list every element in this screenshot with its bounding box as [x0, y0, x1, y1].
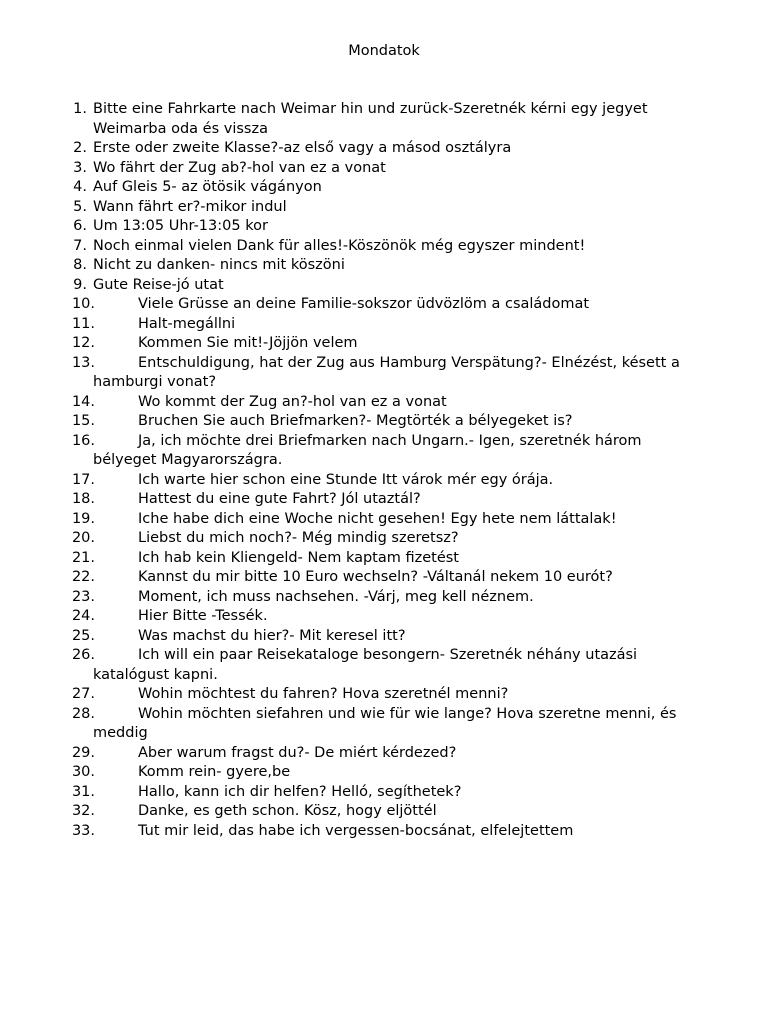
item-text: Aber warum fragst du?- De miért kérdezed?: [138, 744, 457, 761]
item-number: 29.: [71, 744, 95, 761]
list-item: [0, 802, 768, 822]
sentence-list: [0, 100, 768, 841]
item-text: Moment, ich muss nachsehen. -Várj, meg kell néznem.: [138, 588, 534, 605]
list-item: [0, 568, 768, 588]
item-number: 6.: [73, 218, 87, 234]
item-text: Entschuldigung, hat der Zug aus Hamburg Verspätung?- Elnézést, késett a: [138, 354, 680, 371]
item-number: 19.: [71, 510, 95, 527]
item-text: Wo fährt der Zug ab?-hol van ez a vonat: [93, 159, 386, 176]
item-text: Auf Gleis 5- az ötösik vágányon: [93, 179, 322, 195]
list-item: [0, 139, 768, 159]
item-text: Kommen Sie mit!-Jöjjön velem: [138, 335, 358, 351]
item-number: 31.: [71, 783, 95, 800]
list-item: [0, 295, 768, 315]
item-text: Viele Grüsse an deine Familie-sokszor üdvözlöm a családomat: [138, 296, 590, 312]
list-item: [0, 256, 768, 276]
item-number: 1.: [73, 101, 87, 117]
item-text: Um 13:05 Uhr-13:05 kor: [93, 218, 268, 234]
item-text: Noch einmal vielen Dank für alles!-Köszönök még egyszer mindent!: [93, 237, 586, 254]
item-number: 25.: [71, 627, 95, 644]
list-item: [0, 334, 768, 354]
item-text: Was machst du hier?- Mit keresel itt?: [138, 627, 406, 644]
list-item: [0, 783, 768, 803]
item-number: 14.: [71, 393, 95, 410]
item-text: Tut mir leid, das habe ich vergessen-bocsánat, elfelejtettem: [138, 822, 574, 839]
item-number: 13.: [71, 354, 95, 371]
item-text: Ja, ich möchte drei Briefmarken nach Ungarn.- Igen, szeretnék három: [138, 432, 642, 449]
item-text-continuation: bélyeget Magyarországra.: [93, 452, 283, 468]
item-number: 22.: [71, 569, 95, 585]
list-item: [0, 412, 768, 432]
list-item: [0, 354, 768, 393]
list-item: [0, 646, 768, 685]
item-text: Halt-megállni: [138, 315, 236, 332]
item-number: 5.: [73, 198, 87, 215]
list-item: [0, 529, 768, 549]
item-text: Ich warte hier schon eine Stunde Itt várok mér egy órája.: [138, 471, 554, 488]
item-text-continuation: meddig: [93, 725, 148, 741]
item-text: Iche habe dich eine Woche nicht gesehen! Egy hete nem láttalak!: [138, 510, 617, 527]
list-item: [0, 432, 768, 471]
item-text: Bruchen Sie auch Briefmarken?- Megtörték a bélyegeket is?: [138, 413, 573, 429]
item-number: 32.: [71, 803, 95, 819]
item-text: Wann fährt er?-mikor indul: [93, 198, 287, 215]
list-item: [0, 685, 768, 705]
item-number: 16.: [71, 432, 95, 449]
item-text: Kannst du mir bitte 10 Euro wechseln? -Váltanál nekem 10 eurót?: [138, 569, 613, 585]
list-item: [0, 607, 768, 627]
item-text: Liebst du mich noch?- Még mindig szeretsz?: [138, 530, 459, 546]
item-number: 7.: [73, 237, 87, 254]
item-number: 28.: [71, 705, 95, 722]
item-number: 2.: [73, 140, 87, 156]
item-text-continuation: hamburgi vonat?: [93, 374, 217, 390]
item-number: 20.: [71, 530, 95, 546]
item-number: 18.: [71, 491, 95, 507]
item-number: 24.: [71, 608, 95, 624]
item-text-continuation: katalógust kapni.: [93, 666, 218, 683]
item-text: Ich hab kein Kliengeld- Nem kaptam fizetést: [138, 549, 459, 566]
list-item: [0, 627, 768, 647]
list-item: [0, 471, 768, 491]
item-text: Ich will ein paar Reisekataloge besongern- Szeretnék néhány utazási: [138, 647, 638, 663]
list-item: [0, 393, 768, 413]
item-number: 33.: [71, 822, 95, 839]
list-item: [0, 588, 768, 608]
item-text: Erste oder zweite Klasse?-az első vagy a másod osztályra: [93, 140, 512, 156]
item-text-continuation: Weimarba oda és vissza: [93, 120, 268, 137]
list-item: [0, 237, 768, 257]
item-text: Komm rein- gyere,be: [138, 764, 291, 780]
item-number: 11.: [71, 315, 95, 332]
list-item: [0, 276, 768, 296]
item-number: 15.: [71, 413, 95, 429]
item-number: 17.: [71, 471, 95, 488]
document-title: Mondatok: [348, 43, 420, 59]
list-item: [0, 510, 768, 530]
item-text: Wohin möchten siefahren und wie für wie lange? Hova szeretne menni, és: [138, 705, 677, 722]
item-number: 21.: [71, 549, 95, 566]
list-item: [0, 100, 768, 139]
list-item: [0, 549, 768, 569]
item-number: 3.: [73, 159, 87, 176]
list-item: [0, 822, 768, 842]
list-item: [0, 178, 768, 198]
list-item: [0, 744, 768, 764]
item-text: Wohin möchtest du fahren? Hova szeretnél menni?: [138, 686, 509, 702]
list-item: [0, 217, 768, 237]
item-text: Hattest du eine gute Fahrt? Jól utaztál?: [138, 491, 421, 507]
item-text: Danke, es geth schon. Kösz, hogy eljöttél: [138, 803, 437, 819]
list-item: [0, 705, 768, 744]
list-item: [0, 763, 768, 783]
item-number: 23.: [71, 588, 95, 605]
item-number: 10.: [71, 296, 95, 312]
list-item: [0, 490, 768, 510]
item-text: Hallo, kann ich dir helfen? Helló, segíthetek?: [138, 783, 462, 800]
item-text: Nicht zu danken- nincs mit köszöni: [93, 257, 345, 273]
item-number: 30.: [71, 764, 95, 780]
item-text: Hier Bitte -Tessék.: [138, 608, 268, 624]
item-number: 4.: [73, 179, 87, 195]
item-number: 8.: [73, 257, 87, 273]
list-item: [0, 315, 768, 335]
list-item: [0, 198, 768, 218]
item-text: Bitte eine Fahrkarte nach Weimar hin und zurück-Szeretnék kérni egy jegyet: [93, 101, 648, 117]
item-number: 27.: [71, 686, 95, 702]
item-text: Wo kommt der Zug an?-hol van ez a vonat: [138, 393, 447, 410]
list-item: [0, 159, 768, 179]
item-number: 12.: [71, 335, 95, 351]
item-text: Gute Reise-jó utat: [93, 276, 224, 293]
item-number: 26.: [71, 647, 95, 663]
item-number: 9.: [73, 276, 87, 293]
